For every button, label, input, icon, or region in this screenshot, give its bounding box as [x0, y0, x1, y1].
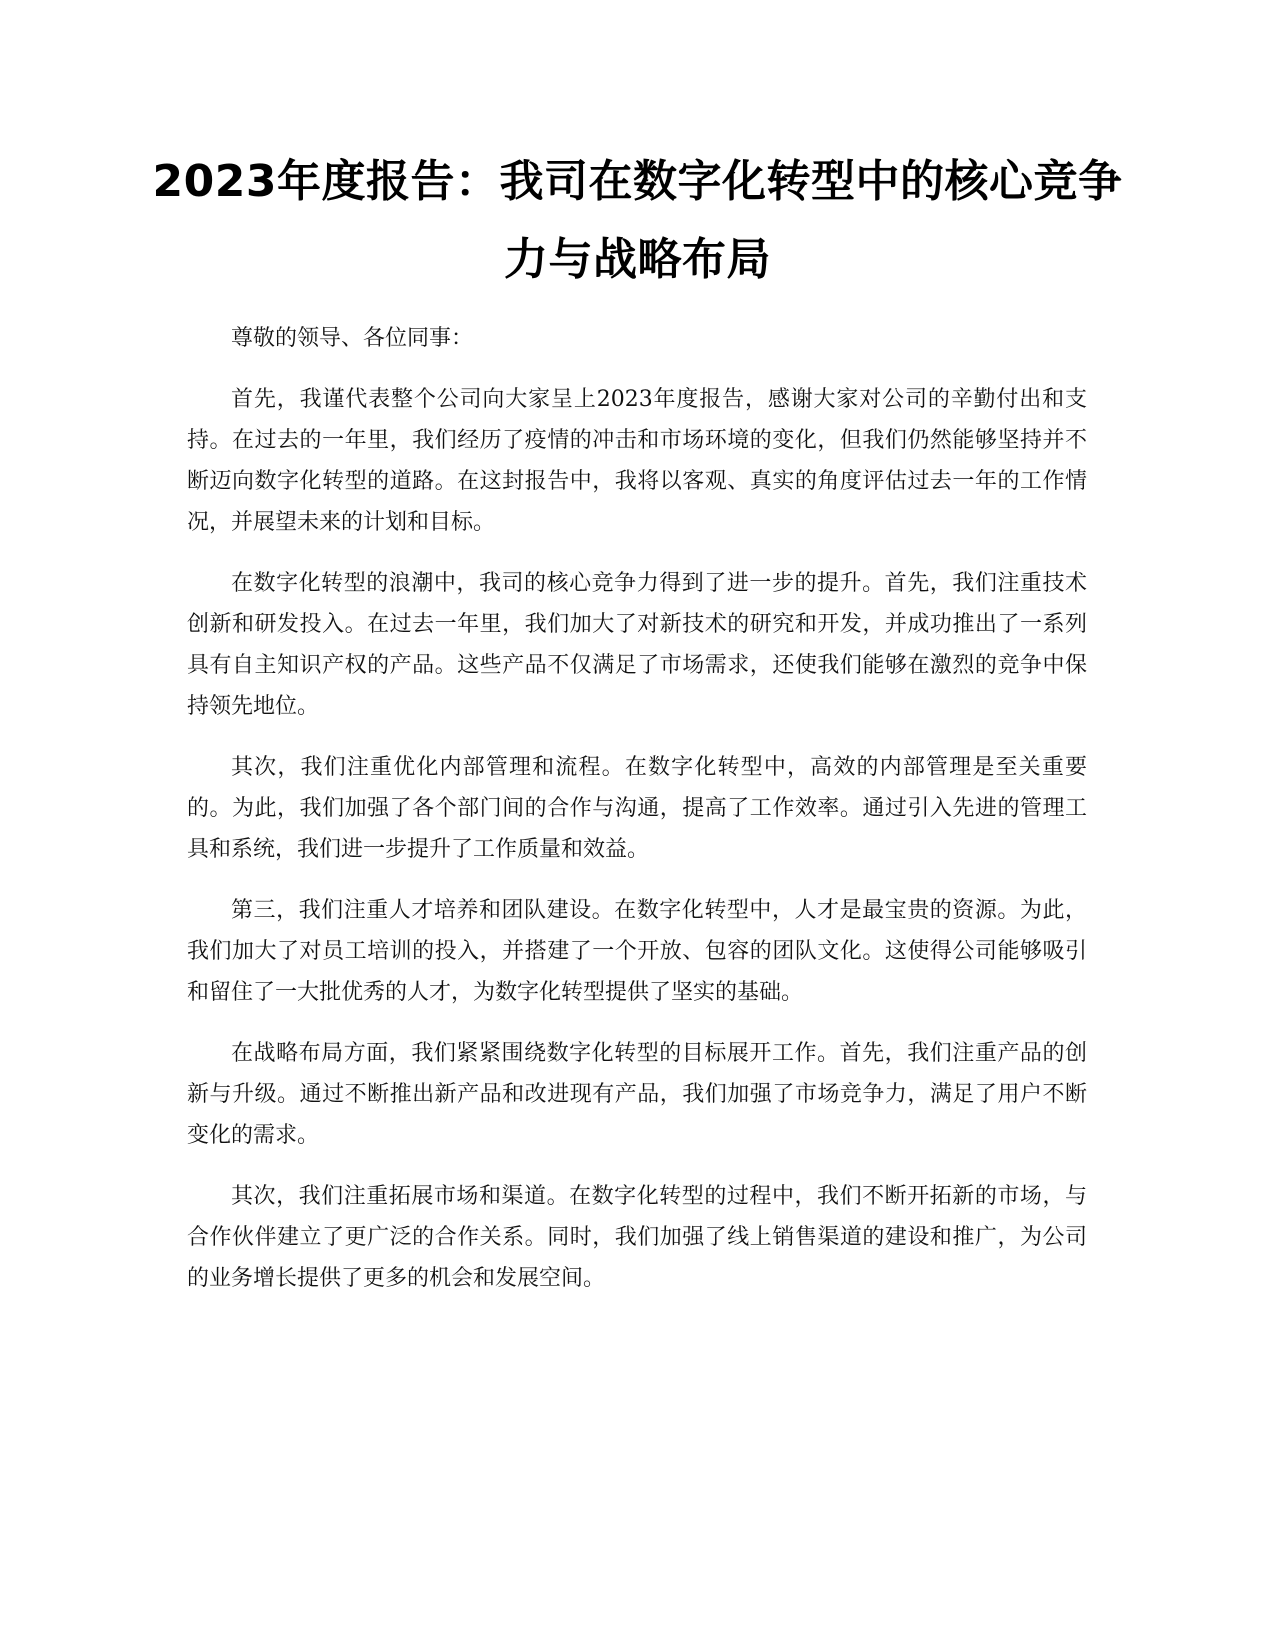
document-title: 2023年度报告：我司在数字化转型中的核心竞争力与战略布局 — [152, 156, 1123, 285]
paragraph: 其次，我们注重优化内部管理和流程。在数字化转型中，高效的内部管理是至关重要的。为此，我们加强了各个部门间的合作与沟通，提高了工作效率。通过引入先进的管理工具和系统，我们进一步提升了工作质量和效益。 — [187, 755, 1087, 862]
paragraph: 在战略布局方面，我们紧紧围绕数字化转型的目标展开工作。首先，我们注重产品的创新与升级。通过不断推出新产品和改进现有产品，我们加强了市场竞争力，满足了用户不断变化的需求。 — [187, 1041, 1087, 1148]
paragraph: 首先，我谨代表整个公司向大家呈上2023年度报告，感谢大家对公司的辛勤付出和支持。在过去的一年里，我们经历了疫情的冲击和市场环境的变化，但我们仍然能够坚持并不断迈向数字化转型的道路。在这封报告中，我将以客观、真实的角度评估过去一年的工作情况，并展望未来的计划和目标。 — [187, 387, 1087, 535]
paragraph: 第三，我们注重人才培养和团队建设。在数字化转型中，人才是最宝贵的资源。为此，我们加大了对员工培训的投入，并搭建了一个开放、包容的团队文化。这使得公司能够吸引和留住了一大批优秀的人才，为数字化转型提供了坚实的基础。 — [187, 898, 1087, 1005]
document-body — [187, 318, 1087, 1319]
paragraph: 在数字化转型的浪潮中，我司的核心竞争力得到了进一步的提升。首先，我们注重技术创新和研发投入。在过去一年里，我们加大了对新技术的研究和开发，并成功推出了一系列具有自主知识产权的产品。这些产品不仅满足了市场需求，还使我们能够在激烈的竞争中保持领先地位。 — [187, 571, 1087, 719]
salutation: 尊敬的领导、各位同事： — [231, 326, 474, 351]
paragraph: 其次，我们注重拓展市场和渠道。在数字化转型的过程中，我们不断开拓新的市场，与合作伙伴建立了更广泛的合作关系。同时，我们加强了线上销售渠道的建设和推广，为公司的业务增长提供了更多的机会和发展空间。 — [187, 1184, 1087, 1291]
